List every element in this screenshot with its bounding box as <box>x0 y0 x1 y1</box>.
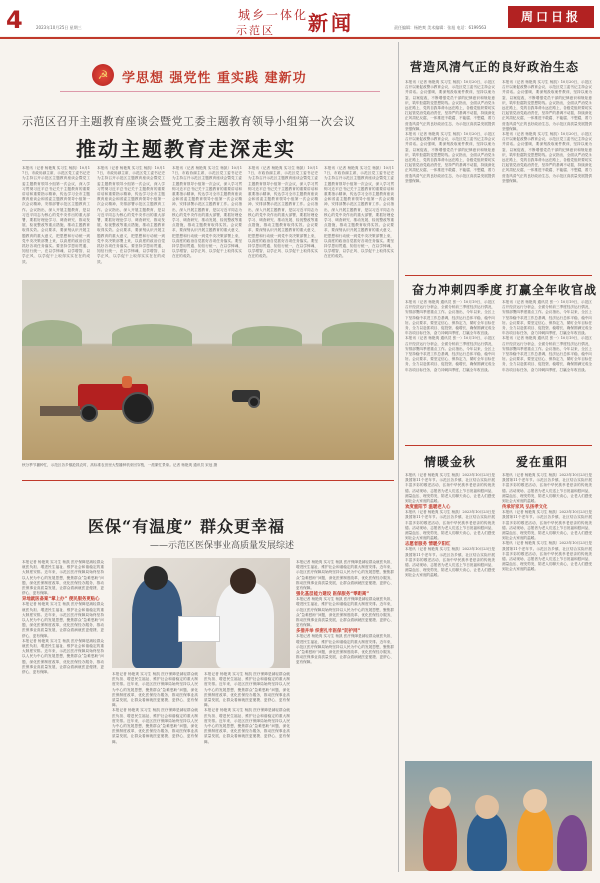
person-left <box>132 578 182 668</box>
right-bottom-body-col2: 本报讯（记者 杨艳爽 实习生 杨凯）2023年10月23日是我国第11个老年节。示范区各乡镇、社区结合实际开展丰富多彩的敬老活动，弘扬中华民族孝老爱亲的传统美德。活动现场，志愿者为老人们送上节日祝福和慰问品，测量血压、理发剪发，陪老人们聊天谈心，让老人们感受到社会大家庭的温暖。 传承好家风 弘扬孝文化 本报讯（记者 杨艳爽 实习生 杨凯）2023年10月23日是我国第11个老年节。示范区各乡镇、社区结合实际开展丰富多彩的敬老活动，弘扬中华民族孝老爱亲的传统美德。活动现场，志愿者为老人们送上节日祝福和慰问品，测量血压、理发剪发，陪老人们聊天谈心，让老人们感受到社会大家庭的温暖。 本报讯（记者 杨艳爽 实习生 杨凯）2023年10月23日是我国第11个老年节。示范区各乡镇、社区结合实际开展丰富多彩的敬老活动，弘扬中华民族孝老爱亲的传统美德。活动现场，志愿者为老人们送上节日祝福和慰问品，测量血压、理发剪发，陪老人们聊天谈心，让老人们感受到社会大家庭的温暖。 <box>502 473 592 572</box>
medical-service-photo <box>112 558 290 668</box>
person <box>423 801 457 871</box>
feature-body-col1: 本报记者 杨艳爽 实习生 杨凯 医疗保障是减轻群众就医负担、增进民生福祉、维护社会和谐稳定的重大制度安排。近年来，示范区医疗保障局始终坚持以人民为中心的发展思想，聚焦群众“急难愁盼”问题，深化医保制度改革，优化医保经办服务，推动医保事业高质量发展，让群众看病就医更便捷、更舒心、更有保障。 异地就医备案“掌上办” 便民服务更贴心 本报记者 杨艳爽 实习生 杨凯 医疗保障是减轻群众就医负担、增进民生福祉、维护社会和谐稳定的重大制度安排。近年来，示范区医疗保障局始终坚持以人民为中心的发展思想，聚焦群众“急难愁盼”问题，深化医保制度改革，优化医保经办服务，推动医保事业高质量发展，让群众看病就医更便捷、更舒心、更有保障。 本报记者 杨艳爽 实习生 杨凯 医疗保障是减轻群众就医负担、增进民生福祉、维护社会和谐稳定的重大制度安排。近年来，示范区医疗保障局始终坚持以人民为中心的发展思想，聚焦群众“急难愁盼”问题，深化医保制度改革，优化医保经办服务，推动医保事业高质量发展，让群众看病就医更便捷、更舒心、更有保障。 <box>22 560 104 675</box>
person-head <box>144 566 168 590</box>
feature-body-col2: 本报记者 杨艳爽 实习生 杨凯 医疗保障是减轻群众就医负担、增进民生福祉、维护社会和谐稳定的重大制度安排。近年来，示范区医疗保障局始终坚持以人民为中心的发展思想，聚焦群众“急难愁盼”问题，深化医保制度改革，优化医保经办服务，推动医保事业高质量发展，让群众看病就医更便捷、更舒心、更有保障。 本报记者 杨艳爽 实习生 杨凯 医疗保障是减轻群众就医负担、增进民生福祉、维护社会和谐稳定的重大制度安排。近年来，示范区医疗保障局始终坚持以人民为中心的发展思想，聚焦群众“急难愁盼”问题，深化医保制度改革，优化医保经办服务，推动医保事业高质量发展，让群众看病就医更便捷、更舒心、更有保障。 <box>112 672 198 744</box>
tree-line <box>322 322 394 346</box>
masthead-rule <box>0 37 600 39</box>
banner-slogan: 学思想 强党性 重实践 建新功 <box>122 71 307 86</box>
section-subtitle: 示范区 <box>236 24 275 37</box>
editors-line: 责任编辑：杨艳爽 美术编辑：张旭 电话：6199563 <box>394 25 487 30</box>
section-rule <box>405 275 592 276</box>
tree-line <box>112 324 192 346</box>
lead-body-col2: 本报讯（记者 杨艳爽 实习生 杨凯）10月17日，市政协副主席，示范区党工委书记史为主持召开示范区主题教育座谈会暨党工委主题教育领导小组第一次会议，深入学习贯彻习近平总书记关于主题教育的重要讲话和重要指示精神，传达学习全市主题教育座谈会和省委主题教育领导小组第一次会议精神，安排部署示范区主题教育工作。会议指出，深入开展主题教育，是以习近平同志为核心的党中央作出的重大部署，要抓好理论学习、调查研究、推动发展、检视整改等重点措施，推动主题教育取得实效。会议要求，要深刻认识开展主题教育的重大意义，把思想和行动统一到党中央决策部署上来，以高度的政治自觉抓好各项任务落实。要坚持学思用贯通、知信行统一，在以学铸魂、以学增智、以学正风、以学促干上取得实实在在的成效。 <box>97 166 165 264</box>
right-mid-title-right: 打赢全年收官战 <box>506 283 598 297</box>
farmland-photo <box>22 280 394 460</box>
paper-name: 周口日报 <box>508 6 594 28</box>
right-bottom-title-right: 爱在重阳 <box>516 455 569 469</box>
right-top-body-col2: 本报讯（记者 杨艳爽 实习生 杨凯）10月20日，示范区召开以案促改警示教育会议，示范区党工委书记主持会议并讲话。会议强调，要深刻汲取案件教训，坚持以案为鉴、以案促改，不断增强党员干部的纪律意识和规矩意识，筑牢拒腐防变思想防线。会议指出，全面从严治党永远在路上，党的自我革命永远在路上，各级党组织要切实扛起管党治党政治责任，坚持严的基调不动摇，持续深化正风肃纪反腐，一体推进不敢腐、不能腐、不想腐，着力营造风清气正的良好政治生态，为示范区高质量发展提供坚强保障。 本报讯（记者 杨艳爽 实习生 杨凯）10月20日，示范区召开以案促改警示教育会议，示范区党工委书记主持会议并讲话。会议强调，要深刻汲取案件教训，坚持以案为鉴、以案促改，不断增强党员干部的纪律意识和规矩意识，筑牢拒腐防变思想防线。会议指出，全面从严治党永远在路上，党的自我革命永远在路上，各级党组织要切实扛起管党治党政治责任，坚持严的基调不动摇，持续深化正风肃纪反腐，一体推进不敢腐、不能腐、不想腐，着力营造风清气正的良好政治生态，为示范区高质量发展提供坚强保障。 <box>502 80 592 183</box>
lead-kicker: 示范区召开主题教育座谈会暨党工委主题教育领导小组第一次会议 <box>22 115 356 128</box>
divider <box>22 160 394 161</box>
feature-body-col4: 本报记者 杨艳爽 实习生 杨凯 医疗保障是减轻群众就医负担、增进民生福祉、维护社会和谐稳定的重大制度安排。近年来，示范区医疗保障局始终坚持以人民为中心的发展思想，聚焦群众“急难愁盼”问题，深化医保制度改革，优化医保经办服务，推动医保事业高质量发展，让群众看病就医更便捷、更舒心、更有保障。 强化基层能力建设 医保服务“零距离” 本报记者 杨艳爽 实习生 杨凯 医疗保障是减轻群众就医负担、增进民生福祉、维护社会和谐稳定的重大制度安排。近年来，示范区医疗保障局始终坚持以人民为中心的发展思想，聚焦群众“急难愁盼”问题，深化医保制度改革，优化医保经办服务，推动医保事业高质量发展，让群众看病就医更便捷、更舒心、更有保障。 多措并举 织密扎牢医保“防护网” 本报记者 杨艳爽 实习生 杨凯 医疗保障是减轻群众就医负担、增进民生福祉、维护社会和谐稳定的重大制度安排。近年来，示范区医疗保障局始终坚持以人民为中心的发展思想，聚焦群众“急难愁盼”问题，深化医保制度改革，优化医保经办服务，推动医保事业高质量发展，让群众看病就医更便捷、更舒心、更有保障。 <box>296 560 394 665</box>
party-emblem-icon: ☭ <box>92 64 114 86</box>
section-rule <box>405 445 592 446</box>
lead-body-col5: 本报讯（记者 杨艳爽 实习生 杨凯）10月17日，市政协副主席，示范区党工委书记史为主持召开示范区主题教育座谈会暨党工委主题教育领导小组第一次会议，深入学习贯彻习近平总书记关于主题教育的重要讲话和重要指示精神，传达学习全市主题教育座谈会和省委主题教育领导小组第一次会议精神，安排部署示范区主题教育工作。会议指出，深入开展主题教育，是以习近平同志为核心的党中央作出的重大部署，要抓好理论学习、调查研究、推动发展、检视整改等重点措施，推动主题教育取得实效。会议要求，要深刻认识开展主题教育的重大意义，把思想和行动统一到党中央决策部署上来，以高度的政治自觉抓好各项任务落实。要坚持学思用贯通、知信行统一，在以学铸魂、以学增智、以学正风、以学促干上取得实实在在的成效。 <box>324 166 394 259</box>
right-top-body-col1: 本报讯（记者 杨艳爽 实习生 杨凯）10月20日，示范区召开以案促改警示教育会议，示范区党工委书记主持会议并讲话。会议强调，要深刻汲取案件教训，坚持以案为鉴、以案促改，不断增强党员干部的纪律意识和规矩意识，筑牢拒腐防变思想防线。会议指出，全面从严治党永远在路上，党的自我革命永远在路上，各级党组织要切实扛起管党治党政治责任，坚持严的基调不动摇，持续深化正风肃纪反腐，一体推进不敢腐、不能腐、不想腐，着力营造风清气正的良好政治生态，为示范区高质量发展提供坚强保障。 本报讯（记者 杨艳爽 实习生 杨凯）10月20日，示范区召开以案促改警示教育会议，示范区党工委书记主持会议并讲话。会议强调，要深刻汲取案件教训，坚持以案为鉴、以案促改，不断增强党员干部的纪律意识和规矩意识，筑牢拒腐防变思想防线。会议指出，全面从严治党永远在路上，党的自我革命永远在路上，各级党组织要切实扛起管党治党政治责任，坚持严的基调不动摇，持续深化正风肃纪反腐，一体推进不敢腐、不能腐、不想腐，着力营造风清气正的良好政治生态，为示范区高质量发展提供坚强保障。 <box>405 80 495 183</box>
seeder <box>40 406 80 416</box>
right-bottom-body-col1: 本报讯（记者 杨艳爽 实习生 杨凯）2023年10月23日是我国第11个老年节。示范区各乡镇、社区结合实际开展丰富多彩的敬老活动，弘扬中华民族孝老爱亲的传统美德。活动现场，志愿者为老人们送上节日祝福和慰问品，测量血压、理发剪发，陪老人们聊天谈心，让老人们感受到社会大家庭的温暖。 欢度重阳节 温暖老人心 本报讯（记者 杨艳爽 实习生 杨凯）2023年10月23日是我国第11个老年节。示范区各乡镇、社区结合实际开展丰富多彩的敬老活动，弘扬中华民族孝老爱亲的传统美德。活动现场，志愿者为老人们送上节日祝福和慰问品，测量血压、理发剪发，陪老人们聊天谈心，让老人们感受到社会大家庭的温暖。 志愿者服务 情暖夕阳红 本报讯（记者 杨艳爽 实习生 杨凯）2023年10月23日是我国第11个老年节。示范区各乡镇、社区结合实际开展丰富多彩的敬老活动，弘扬中华民族孝老爱亲的传统美德。活动现场，志愿者为老人们送上节日祝福和慰问品，测量血压、理发剪发，陪老人们聊天谈心，让老人们感受到社会大家庭的温暖。 <box>405 473 495 578</box>
tractor-wheel <box>122 392 154 424</box>
person-head <box>475 795 499 819</box>
news-label: 新闻 <box>308 11 354 35</box>
feature-subhead: 强化基层能力建设 医保服务“零距离” <box>296 592 370 598</box>
person-head <box>429 787 451 809</box>
right-mid-body-col1: 本报讯（记者 杨艳爽 通讯员 张一）10月19日，示范区召开经济运行分析会，全面分析前三季度经济运行情况，安排部署四季度重点工作。会议指出，今年以来，全区上下坚持稳中求进工作总基调，经济运行总体平稳、稳中向好。会议要求，要坚定信心、保持定力，紧盯全年目标任务，全力以赴抓项目、促投资、稳增长，确保圆满完成全年各项目标任务，奋力冲刺四季度，打赢全年收官战。 本报讯（记者 杨艳爽 通讯员 张一）10月19日，示范区召开经济运行分析会，全面分析前三季度经济运行情况，安排部署四季度重点工作。会议指出，今年以来，全区上下坚持稳中求进工作总基调，经济运行总体平稳、稳中向好。会议要求，要坚定信心、保持定力，紧盯全年目标任务，全力以赴抓项目、促投资、稳增长，确保圆满完成全年各项目标任务，奋力冲刺四季度，打赢全年收官战。 <box>405 300 495 372</box>
elderly-volunteers-photo <box>405 761 592 871</box>
tree-line <box>22 320 82 346</box>
feature-body-col3: 本报记者 杨艳爽 实习生 杨凯 医疗保障是减轻群众就医负担、增进民生福祉、维护社会和谐稳定的重大制度安排。近年来，示范区医疗保障局始终坚持以人民为中心的发展思想，聚焦群众“急难愁盼”问题，深化医保制度改革，优化医保经办服务，推动医保事业高质量发展，让群众看病就医更便捷、更舒心、更有保障。 本报记者 杨艳爽 实习生 杨凯 医疗保障是减轻群众就医负担、增进民生福祉、维护社会和谐稳定的重大制度安排。近年来，示范区医疗保障局始终坚持以人民为中心的发展思想，聚焦群众“急难愁盼”问题，深化医保制度改革，优化医保经办服务，推动医保事业高质量发展，让群众看病就医更便捷、更舒心、更有保障。 <box>204 672 290 744</box>
right-top-title: 营造风清气正的良好政治生态 <box>410 60 580 74</box>
person-head <box>230 568 256 594</box>
lead-title: 推动主题教育走深走实 <box>76 137 296 161</box>
right-subhead: 志愿者服务 情暖夕阳红 <box>405 542 451 548</box>
tree-line <box>232 326 302 346</box>
farmer <box>122 376 132 388</box>
feature-title: 医保“有温度” 群众更幸福 <box>88 517 285 536</box>
lead-body-col1: 本报讯（记者 杨艳爽 实习生 杨凯）10月17日，市政协副主席，示范区党工委书记史为主持召开示范区主题教育座谈会暨党工委主题教育领导小组第一次会议，深入学习贯彻习近平总书记关于主题教育的重要讲话和重要指示精神，传达学习全市主题教育座谈会和省委主题教育领导小组第一次会议精神，安排部署示范区主题教育工作。会议指出，深入开展主题教育，是以习近平同志为核心的党中央作出的重大部署，要抓好理论学习、调查研究、推动发展、检视整改等重点措施，推动主题教育取得实效。会议要求，要深刻认识开展主题教育的重大意义，把思想和行动统一到党中央决策部署上来，以高度的政治自觉抓好各项任务落实。要坚持学思用贯通、知信行统一，在以学铸魂、以学增智、以学正风、以学促干上取得实实在在的成效。 <box>22 166 90 264</box>
right-subhead: 欢度重阳节 温暖老人心 <box>405 505 451 511</box>
feature-subhead: 多措并举 织密扎牢医保“防护网” <box>296 629 361 635</box>
photo-caption: 秋分季节播种忙，示范区各乡镇抢抓农时，高标准农田里大型播种机来回穿梭，一派繁忙景象。记者 杨艳爽 通讯员 宋冠 摄 <box>22 463 218 467</box>
tractor-wheel <box>80 404 98 422</box>
person <box>467 811 507 871</box>
person-head <box>523 789 547 813</box>
lead-body-col4: 本报讯（记者 杨艳爽 实习生 杨凯）10月17日，市政协副主席，示范区党工委书记史为主持召开示范区主题教育座谈会暨党工委主题教育领导小组第一次会议，深入学习贯彻习近平总书记关于主题教育的重要讲话和重要指示精神，传达学习全市主题教育座谈会和省委主题教育领导小组第一次会议精神，安排部署示范区主题教育工作。会议指出，深入开展主题教育，是以习近平同志为核心的党中央作出的重大部署，要抓好理论学习、调查研究、推动发展、检视整改等重点措施，推动主题教育取得实效。会议要求，要深刻认识开展主题教育的重大意义，把思想和行动统一到党中央决策部署上来，以高度的政治自觉抓好各项任务落实。要坚持学思用贯通、知信行统一，在以学铸魂、以学增智、以学正风、以学促干上取得实实在在的成效。 <box>248 166 318 259</box>
column-divider <box>398 42 399 872</box>
right-subhead: 传承好家风 弘扬孝文化 <box>502 505 548 511</box>
person-right <box>216 582 274 668</box>
feature-subhead: 异地就医备案“掌上办” 便民服务更贴心 <box>22 597 100 603</box>
lead-body-col3: 本报讯（记者 杨艳爽 实习生 杨凯）10月17日，市政协副主席，示范区党工委书记史为主持召开示范区主题教育座谈会暨党工委主题教育领导小组第一次会议，深入学习贯彻习近平总书记关于主题教育的重要讲话和重要指示精神，传达学习全市主题教育座谈会和省委主题教育领导小组第一次会议精神，安排部署示范区主题教育工作。会议指出，深入开展主题教育，是以习近平同志为核心的党中央作出的重大部署，要抓好理论学习、调查研究、推动发展、检视整改等重点措施，推动主题教育取得实效。会议要求，要深刻认识开展主题教育的重大意义，把思想和行动统一到党中央决策部署上来，以高度的政治自觉抓好各项任务落实。要坚持学思用贯通、知信行统一，在以学铸魂、以学增智、以学正风、以学促干上取得实实在在的成效。 <box>172 166 242 259</box>
person <box>557 815 587 871</box>
right-mid-body-col2: 本报讯（记者 杨艳爽 通讯员 张一）10月19日，示范区召开经济运行分析会，全面分析前三季度经济运行情况，安排部署四季度重点工作。会议指出，今年以来，全区上下坚持稳中求进工作总基调，经济运行总体平稳、稳中向好。会议要求，要坚定信心、保持定力，紧盯全年目标任务，全力以赴抓项目、促投资、稳增长，确保圆满完成全年各项目标任务，奋力冲刺四季度，打赢全年收官战。 本报讯（记者 杨艳爽 通讯员 张一）10月19日，示范区召开经济运行分析会，全面分析前三季度经济运行情况，安排部署四季度重点工作。会议指出，今年以来，全区上下坚持稳中求进工作总基调，经济运行总体平稳、稳中向好。会议要求，要坚定信心、保持定力，紧盯全年目标任务，全力以赴抓项目、促投资、稳增长，确保圆满完成全年各项目标任务，奋力冲刺四季度，打赢全年收官战。 <box>502 300 592 372</box>
right-bottom-title-left: 情暖金秋 <box>424 455 477 469</box>
dateline: 2023年10月25日 星期三 <box>36 25 82 30</box>
feature-subtitle: ——示范区医保事业高质量发展综述 <box>150 541 295 551</box>
section-title: 城乡一体化 <box>238 8 309 22</box>
page-number: 4 <box>6 6 23 34</box>
right-mid-title-left: 奋力冲刺四季度 <box>412 283 504 297</box>
person <box>517 805 553 871</box>
brochure <box>178 616 220 642</box>
tractor-wheel <box>248 396 260 408</box>
section-rule <box>22 480 394 481</box>
